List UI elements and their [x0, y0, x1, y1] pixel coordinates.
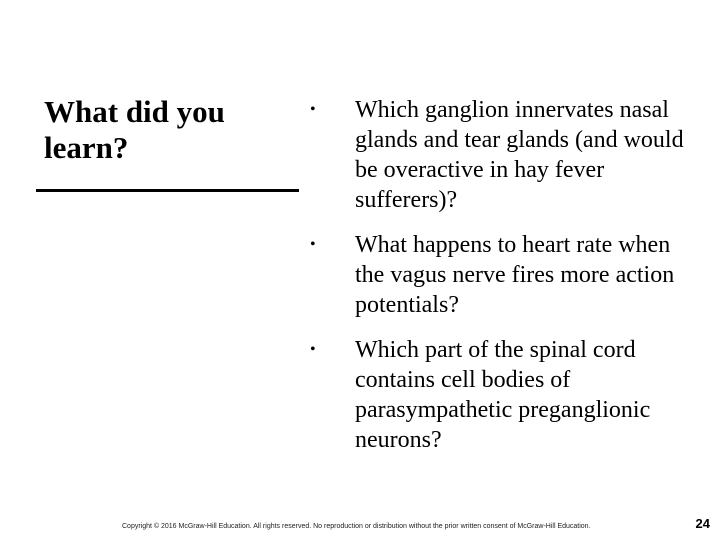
question-list	[310, 95, 700, 470]
bullet-icon: •	[310, 101, 316, 118]
copyright-footer: Copyright © 2016 McGraw-Hill Education. All rights reserved. No reproduction or distribution without the prior written consent of McGraw-Hill Education.	[122, 523, 591, 530]
title-underline	[36, 189, 299, 192]
list-item	[310, 95, 700, 215]
slide-title: What did you learn?	[44, 94, 225, 165]
question-text: What happens to heart rate when the vagus nerve fires more action potentials?	[355, 232, 675, 318]
question-text: Which part of the spinal cord contains cell bodies of parasympathetic preganglionic neurons?	[355, 337, 651, 453]
list-item	[310, 230, 700, 320]
question-text: Which ganglion innervates nasal glands and tear glands (and would be overactive in hay fever sufferers)?	[355, 97, 684, 213]
bullet-icon: •	[310, 236, 316, 253]
bullet-icon: •	[310, 341, 316, 358]
page-number: 24	[695, 516, 710, 531]
list-item	[310, 335, 700, 455]
